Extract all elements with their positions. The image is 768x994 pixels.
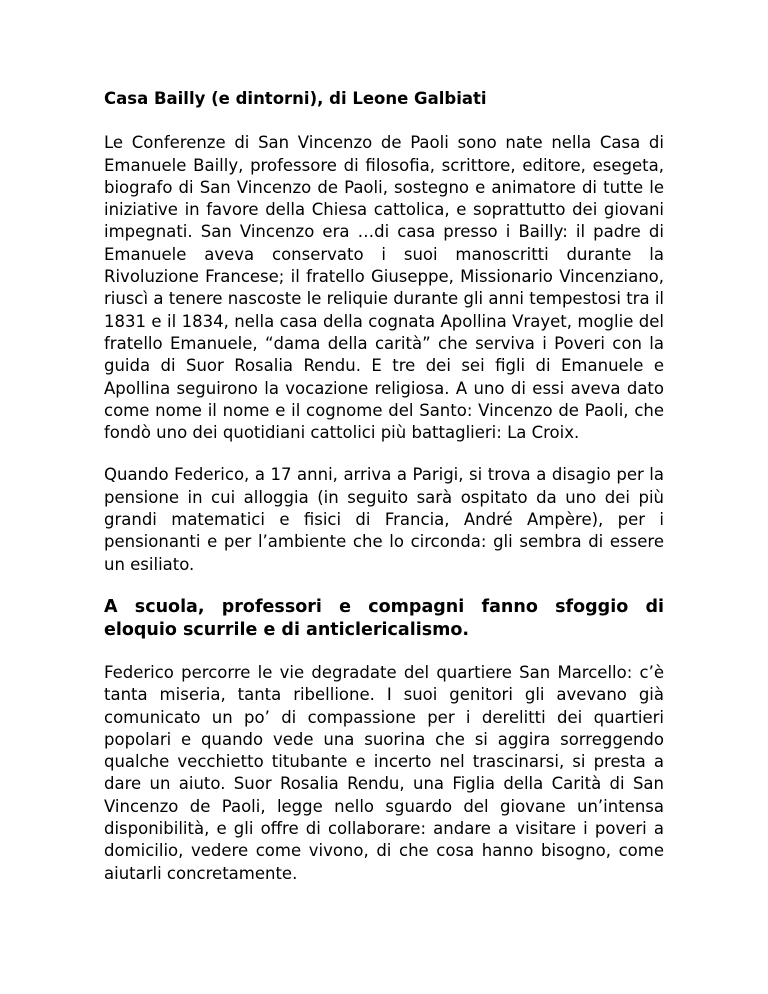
paragraph-casa-bailly: Le Conferenze di San Vincenzo de Paoli sono nate nella Casa di Emanuele Bailly, professore di filosofia, scrittore, editore, esegeta, biografo di San Vincenzo de Paoli, sostegno e animatore di tutte le iniziative in favore della Chiesa cattolica, e soprattutto dei giovani impegnati. San Vincenzo era …di casa presso i Bailly: il padre di Emanuele aveva conservato i suoi manoscritti durante la Rivoluzione Francese; il fratello Giuseppe, Missionario Vincenziano, riuscì a tenere nascoste le reliquie durante gli anni tempestosi tra il 1831 e il 1834, nella casa della cognata Apollina Vrayet, moglie del fratello Emanuele, “dama della carità” che serviva i Poveri con la guida di Suor Rosalia Rendu. E tre dei sei figli di Emanuele e Apollina seguirono la vocazione religiosa. A uno di essi aveva dato come nome il nome e il cognome del Santo: Vincenzo de Paoli, che fondò uno dei quotidiani cattolici più battaglieri: La Croix. [104,133,664,443]
document-page [104,88,664,905]
section-subheading: A scuola, professori e compagni fanno sfoggio di eloquio scurrile e di anticlericalismo. [104,596,664,640]
paragraph-san-marcello: Federico percorre le vie degradate del quartiere San Marcello: c’è tanta miseria, tanta ribellione. I suoi genitori gli avevano già comunicato un po’ di compassione per i derelitti dei quartieri popolari e quando vede una suorina che si aggira sorreggendo qualche vecchietto titubante e incerto nel trascinarsi, si presta a dare un aiuto. Suor Rosalia Rendu, una Figlia della Carità di San Vincenzo de Paoli, legge nello sguardo del giovane un’intensa disponibilità, e gli offre di collaborare: andare a visitare i poveri a domicilio, vedere come vivono, di che cosa hanno bisogno, come aiutarli concretamente. [104,662,664,883]
document-title: Casa Bailly (e dintorni), di Leone Galbiati [104,89,487,108]
paragraph-federico-parigi: Quando Federico, a 17 anni, arriva a Parigi, si trova a disagio per la pensione in cui alloggia (in seguito sarà ospitato da uno dei più grandi matematici e fisici di Francia, André Ampère), per i pensionanti e per l’ambiente che lo circonda: gli sembra di essere un esiliato. [104,465,664,574]
